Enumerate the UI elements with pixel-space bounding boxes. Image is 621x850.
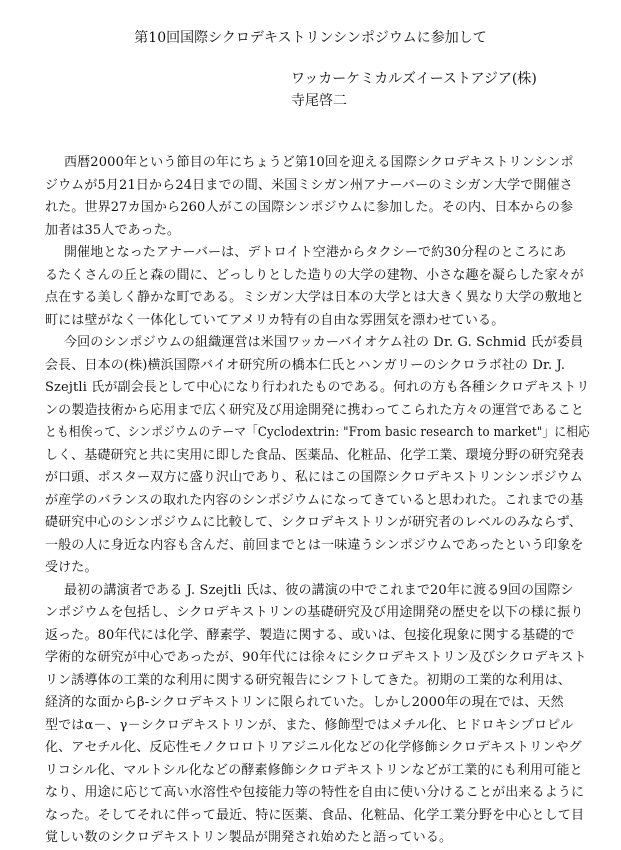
text-line: とも相俟って、シンポジウムのテーマ「Cyclodextrin: "From basic research to market"」に相応 — [45, 425, 590, 440]
text-line: 町には壁がなく一体化していてアメリカ特有の自由な雰囲気を漂わせている。 — [45, 312, 505, 328]
paragraph-2 — [45, 242, 590, 332]
text-line: なり、用途に応じて高い水溶性や包接能力等の特性を自由に使い分けることが出来るように — [45, 785, 585, 800]
document-title: 第10回国際シクロデキストリンシンポジウムに参加して — [134, 30, 487, 46]
text-line: 点在する美しく静かな町である。ミシガン大学は日本の大学とは大きく異なり大学の敷地と — [45, 290, 585, 305]
text-line: しく、基礎研究と共に実用に即した食品、医薬品、化粧品、化学工業、環境分野の研究発表 — [45, 447, 584, 463]
text-line: ンポジウムを包括し、シクロデキストリンの基礎研究及び用途開発の歴史を以下の様に振り — [45, 605, 584, 620]
text-line: 一般の人に身近な内容も含んだ、前回までとは一味違うシンポジウムであったという印象を — [45, 537, 584, 553]
text-line: 今回のシンポジウムの組織運営は米国ワッカーバイオケム社の Dr. G. Schmid 氏が委員 — [64, 335, 584, 350]
text-line: が産学のバランスの取れた内容のシンポジウムになってきていると思われた。これまでの基 — [45, 492, 584, 508]
text-line: 会長、日本の(株)横浜国際バイオ研究所の橋本仁氏とハンガリーのシクロラボ社の Dr. J. — [45, 357, 566, 373]
text-line: 西暦2000年という節目の年にちょうど第10回を迎える国際シクロデキストリンシンポ — [64, 155, 574, 170]
text-line: リン誘導体の工業的な利用に関する研究報告にシフトしてきた。初期の工業的な利用は、 — [45, 672, 572, 688]
paragraph-4 — [45, 580, 590, 850]
text-line: 経済的な面からβ-シクロデキストリンに限られていた。しかし2000年の現在では、天然 — [45, 695, 564, 710]
text-line: が口頭、ポスター双方に盛り沢山であり、私にはこの国際シクロデキストリンシンポジウム — [45, 470, 583, 485]
article-body — [45, 152, 590, 850]
text-line: なった。そしてそれに伴って最近、特に医薬、食品、化粧品、化学工業分野を中心として目 — [45, 807, 585, 823]
text-line: 返った。80年代には化学、酵素学、製造に関する、或いは、包接化現象に関する基礎的で — [45, 627, 575, 643]
paragraph-1 — [45, 152, 590, 242]
text-line: ンの製造技術から応用まで広く研究及び用途開発に携わってこられた方々の運営であること — [45, 402, 585, 418]
text-line: 型ではα－、γ－シクロデキストリンが、また、修飾型ではメチル化、ヒドロキシプロピル — [45, 717, 574, 733]
author-name: 寺尾啓二 — [291, 93, 347, 109]
text-line: 覚しい数のシクロデキストリン製品が開発され始めたと語っている。 — [45, 830, 453, 845]
author-affiliation: ワッカーケミカルズイーストアジア(株) — [291, 71, 537, 87]
text-line: 加者は35人であった。 — [45, 222, 181, 238]
text-line: 最初の講演者である J. Szejtli 氏は、彼の講演の中でこれまで20年に渡る9回の国際シ — [64, 582, 574, 598]
text-line: れた。世界27カ国から260人がこの国際シンポジウムに参加した。その内、日本からの参 — [45, 200, 574, 215]
text-line: 受けた。 — [45, 560, 98, 575]
text-line: るたくさんの丘と森の間に、どっしりとした造りの大学の建物、小さな趣を凝らした家々が — [45, 267, 584, 283]
text-line: 化、アセチル化、反応性モノクロロトリアジニル化などの化学修飾シクロデキストリンやグ — [45, 740, 582, 755]
text-line: Szejtli 氏が副会長として中心になり行われたものである。何れの方も各種シクロデキストリ — [45, 380, 590, 395]
text-line: 礎研究中心のシンポジウムに比較して、シクロデキストリンが研究者のレベルのみならず、 — [45, 515, 582, 530]
text-line: リコシル化、マルトシル化などの酵素修飾シクロデキストリンなどが工業的にも利用可能と — [45, 762, 583, 778]
text-line: 開催地となったアナーバーは、デトロイト空港からタクシーで約30分程のところにあ — [64, 245, 567, 260]
text-line: 学術的な研究が中心であったが、90年代には徐々にシクロデキストリン及びシクロデキスト — [45, 650, 587, 665]
text-line: ジウムが5月21日から24日までの間、米国ミシガン州アナーバーのミシガン大学で開催さ — [45, 177, 573, 193]
paragraph-3 — [45, 332, 590, 580]
